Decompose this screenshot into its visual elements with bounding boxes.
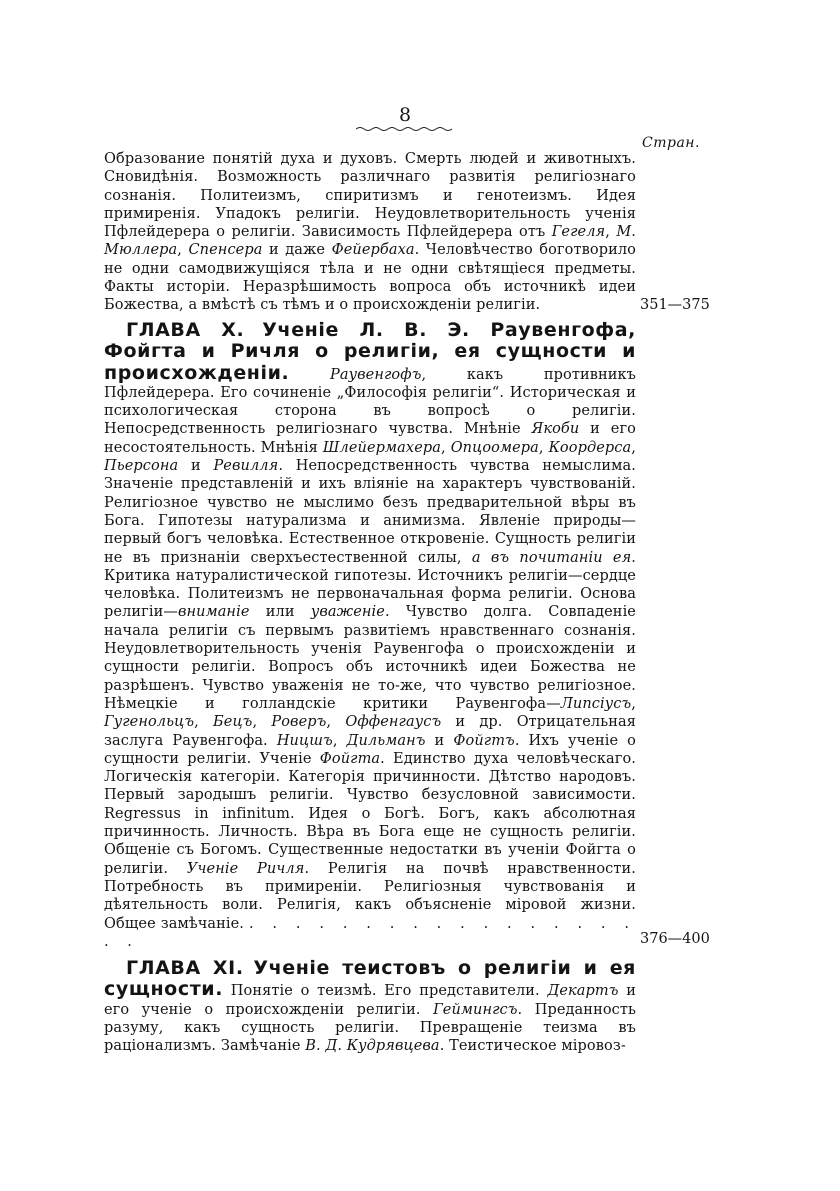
chapter-x [104, 320, 636, 951]
italic-name: вниманіе [177, 604, 250, 621]
text-run: . Единство духа человѣческаго. Логическія категоріи. Категорія причинности. Дѣтство народовъ. Первый зародышъ религіи. Чувство безусловной зависимости. Regressus in infinitum. Идея о Богѣ. Богъ, какъ абсолютная причинность. Личность. Вѣра въ Бога еще не сущность религіи. Общеніе съ Богомъ. Существенные недостатки въ ученіи Фойгта о религіи. [104, 750, 637, 877]
italic-name: Бецъ [213, 714, 253, 731]
text-run: , [538, 439, 549, 456]
text-run: и его несостоятельность. Мнѣнія [104, 421, 636, 456]
italic-name: уваженіе [310, 604, 385, 621]
italic-name: Фойгта [319, 750, 381, 767]
italic-name: Якоби [531, 421, 580, 438]
section-prev-text [104, 150, 636, 315]
italic-name: Геймингсъ [433, 1001, 518, 1018]
italic-name: Оффенгаусъ [345, 714, 442, 731]
italic-name: Ученіе Ричля [186, 860, 305, 877]
text-run: . Непосредственность чувства немыслима. Значеніе представленій и ихъ вліяніе на характеръ чувствованій. Религіозное чувство не мыслимо безъ предварительной вѣры въ Бога. Гипотезы натурализма и анимизма. Явленіе природы—первый богъ человѣка. Естественное откровеніе. Сущность религіи не въ признаніи сверхъестественной силы, [104, 458, 636, 566]
text-run: , [605, 224, 617, 241]
text-run: , [631, 439, 636, 456]
italic-name: Дильманъ [346, 732, 426, 749]
italic-name: Шлейермахера [322, 439, 442, 456]
italic-name: Декартъ [547, 983, 619, 1000]
text-run: Образование понятій духа и духовъ. Смерть людей и животныхъ. Сновидѣнія. Возможность различнаго развитія религіознаго сознанія. Политеизмъ, спиритизмъ и генотеизмъ. Идея примиренія. Упадокъ религіи. Неудовлетворительность ученія Пфлейдерера о религіи. Зависимость Пфлейдерера отъ [104, 151, 636, 241]
text-run: . Религія на почвѣ нравственности. Потребность въ примиреніи. Религіозныя чувствованія и дѣятельность воли. Религія, какъ объясненіе міровой жизни. Общее замѣчаніе. [104, 860, 636, 932]
text-run: и др. Отрицательная заслуга Раувенгофа. [104, 714, 636, 749]
italic-name: М. Мюллера [104, 224, 637, 259]
chapter-xi [104, 958, 636, 1055]
italic-name: Фойгтъ [453, 732, 515, 749]
section-prev-pages: 351—375 [640, 297, 710, 313]
chapter-x-heading-title: Ученіе Л. В. Э. Раувенгофа, Фойгта и Ричля о религіи, ея сущности и происхожденіи. [104, 319, 636, 384]
chapter-x-pages: 376—400 [640, 931, 710, 947]
text-run: , [252, 714, 272, 731]
italic-name: а въ почитаніи ея [471, 549, 632, 566]
italic-name: Гегеля [551, 224, 606, 241]
chapter-x-dot-leader: . . . . . . . . . . . . . . . . . . . [104, 915, 636, 950]
text-run: , какъ противникъ Пфлейдерера. Его сочиненіе „Философія религіи“. Историческая и психологическая сторона въ вопросѣ о религіи. Непосредственность религіознаго чувства. Мнѣніе [104, 366, 636, 438]
chapter-xi-heading-number: ГЛАВА XI. [126, 957, 244, 979]
italic-name: Фейербаха [331, 242, 415, 259]
italic-name: Гугенольцъ [104, 714, 195, 731]
italic-name: Липсіусъ [560, 695, 632, 712]
text-run: . Критика натуралистической гипотезы. Источникъ религіи—сердце человѣка. Политеизмъ не первоначальная форма религіи. Основа религіи— [104, 549, 637, 621]
text-run: , [441, 439, 451, 456]
text-run: и [425, 732, 454, 749]
section-prev-body [104, 151, 636, 313]
ornament-divider [356, 126, 452, 132]
text-run: , [326, 714, 346, 731]
italic-name: Ницшъ [276, 732, 333, 749]
text-run: . Человѣчество боготворило не одни самодвижущіяся тѣла и не одни свѣтящіеся предметы. Факты исторіи. Неразрѣшимость вопроса объ источникѣ идеи Божества, а вмѣстѣ съ тѣмъ и о происхожденіи религіи. [104, 242, 636, 314]
chapter-x-body [104, 367, 636, 932]
italic-name: Коордерса [548, 439, 632, 456]
text-run: . Преданность разуму, какъ сущность религіи. Превращеніе теизма въ раціонализмъ. Замѣчаніе [104, 1001, 636, 1055]
italic-name: Ревилля [213, 458, 279, 475]
text-run: . Теистическое міровоз- [439, 1038, 626, 1055]
text-run: Понятіе о теизмѣ. Его представители. [230, 983, 548, 1000]
text-run: . Чувство долга. Совпаденіе начала религіи съ первымъ развитіемъ нравственнаго сознанія. Неудовлетворительность ученія Раувенгофа о происхожденіи и сущности религіи. Вопросъ объ источникѣ идеи Божества не разрѣшенъ. Чувство уваженія не то-же, что чувство религіозное. Нѣмецкіе и голландскіе критики Раувенгофа— [104, 604, 636, 712]
text-run: . Ихъ ученіе о сущности религіи. Ученіе [104, 732, 636, 767]
page-number: 8 [398, 104, 412, 126]
italic-name: В. Д. Кудрявцева [305, 1038, 440, 1055]
italic-name: Спенсера [188, 242, 263, 259]
chapter-xi-heading-title: Ученіе теистовъ о религіи и ея сущности. [104, 957, 636, 1001]
chapter-x-heading-number: ГЛАВА X. [126, 319, 245, 341]
italic-name: Раувенгофъ [330, 366, 422, 383]
italic-name: Пьерсона [104, 458, 179, 475]
text-run: или [249, 604, 311, 621]
text-run: , [631, 695, 636, 712]
italic-name: Опцоомера [450, 439, 539, 456]
text-run: и [178, 458, 214, 475]
text-run: и его ученіе о происхожденіи религіи. [104, 983, 636, 1018]
text-run: , [332, 732, 347, 749]
text-run: и даже [262, 242, 332, 259]
page-column-label: Стран. [642, 135, 700, 151]
italic-name: Роверъ [271, 714, 327, 731]
text-run: , [194, 714, 214, 731]
text-run: , [177, 242, 189, 259]
